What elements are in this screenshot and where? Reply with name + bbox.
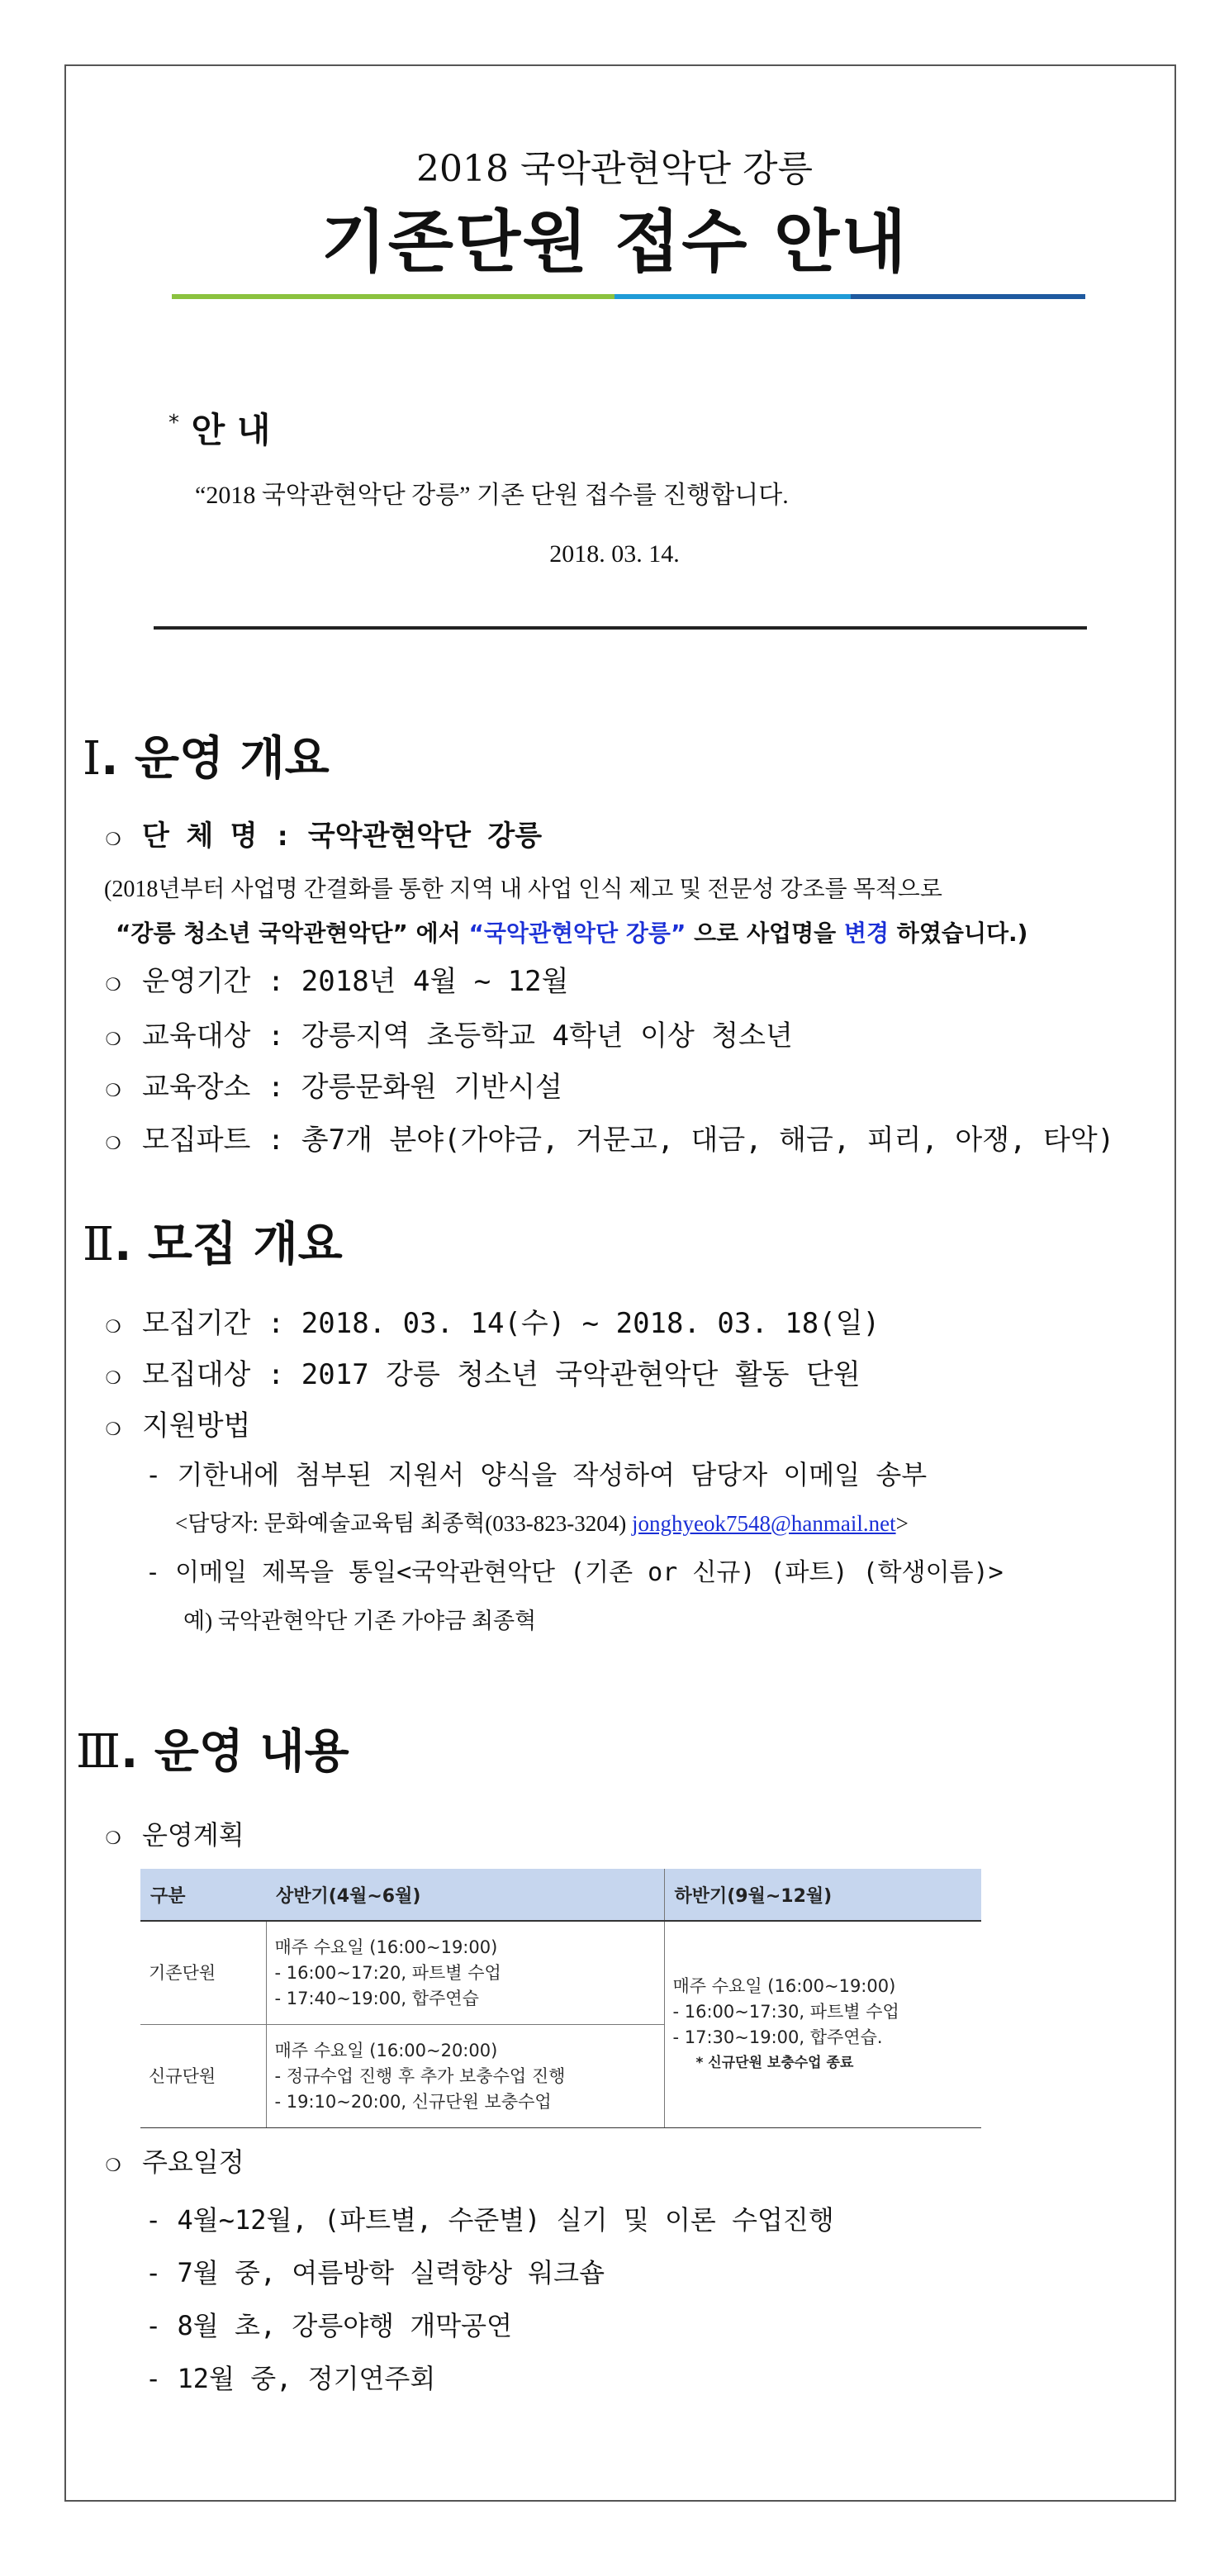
recruit-period-item xyxy=(106,1300,880,1341)
schedule-item-3: - 8월 초, 강릉야행 개막공연 xyxy=(145,2310,512,2341)
rule-segment-darkblue xyxy=(851,294,1085,299)
schedule-table xyxy=(140,1869,981,2128)
recruit-target-text: 모집대상 : 2017 강릉 청소년 국악관현악단 활동 단원 xyxy=(142,1358,861,1391)
recruit-parts-item xyxy=(106,1117,1114,1157)
notice-heading-text: 안 내 xyxy=(191,410,271,450)
table-header-category: 구분 xyxy=(140,1869,266,1921)
email-subject-example: 예) 국악관현악단 기존 가야금 최종혁 xyxy=(183,1609,537,1633)
section-1-number: Ⅰ xyxy=(83,732,102,786)
contact-line xyxy=(175,1505,909,1538)
table-row xyxy=(140,1921,981,2025)
section-2-title: . 모집 개요 xyxy=(114,1218,343,1271)
main-schedule-item xyxy=(106,2141,244,2179)
notice-heading xyxy=(168,403,270,453)
bullet-marker: ❍ xyxy=(106,1023,121,1052)
schedule-line: - 17:30~19:00, 합주연습. xyxy=(672,2027,883,2047)
new-member-note: * 신규단원 보충수업 종료 xyxy=(695,2054,854,2071)
rename-note-line1: (2018년부터 사업명 간결화를 통한 지역 내 사업 인식 제고 및 전문성 강조를 목적으로 xyxy=(104,877,942,902)
operation-period-text: 운영기간 : 2018년 4월 ~ 12월 xyxy=(142,965,569,998)
recruit-target-item xyxy=(106,1352,861,1392)
recruit-period-text: 모집기간 : 2018. 03. 14(수) ~ 2018. 03. 18(일) xyxy=(142,1307,880,1340)
notice-date: 2018. 03. 14. xyxy=(549,540,680,568)
operation-plan-text: 운영계획 xyxy=(142,1819,244,1851)
section-3-title: . 운영 내용 xyxy=(121,1725,349,1779)
old-name-text: “강릉 청소년 국악관현악단” 에서 xyxy=(116,920,469,947)
schedule-line: - 16:00~17:20, 파트별 수업 xyxy=(274,1962,501,1983)
apply-method-step1: - 기한내에 첨부된 지원서 양식을 작성하여 담당자 이메일 송부 xyxy=(145,1459,928,1490)
apply-method-item xyxy=(106,1403,250,1443)
contact-email-link[interactable]: jonghyeok7548@hanmail.net xyxy=(632,1511,896,1536)
table-header-second-half: 하반기(9월~12월) xyxy=(664,1869,981,1921)
schedule-item-2: - 7월 중, 여름방학 실력향상 워크숍 xyxy=(145,2257,605,2288)
new-members-label: 신규단원 xyxy=(140,2025,266,2128)
divider xyxy=(154,626,1087,630)
education-target-item xyxy=(106,1013,793,1053)
apply-method-step2: - 이메일 제목을 통일<국악관현악단 (기존 or 신규) (파트) (학생이름)> xyxy=(145,1558,1004,1587)
bullet-marker: ❍ xyxy=(106,1822,121,1851)
document-subtitle: 2018 국악관현악단 강릉 xyxy=(416,148,813,190)
recruit-parts-text: 모집파트 : 총7개 분야(가야금, 거문고, 대금, 해금, 피리, 아쟁, 타악) xyxy=(142,1124,1115,1157)
schedule-line: 매주 수요일 (16:00~19:00) xyxy=(274,1937,498,1957)
section-1-heading xyxy=(83,722,330,788)
schedule-line: 매주 수요일 (16:00~20:00) xyxy=(274,2040,498,2060)
new-members-schedule xyxy=(266,2025,664,2128)
schedule-line: - 19:10~20:00, 신규단원 보충수업 xyxy=(274,2091,552,2112)
table-header-first-half: 상반기(4월~6월) xyxy=(266,1869,664,1921)
bullet-marker: ❍ xyxy=(106,1413,121,1442)
changed-word: 변경 xyxy=(843,920,890,947)
rule-segment-lightblue xyxy=(614,294,851,299)
schedule-item-1: - 4월~12월, (파트별, 수준별) 실기 및 이론 수업진행 xyxy=(145,2204,834,2236)
rename-end-text: 하였습니다.) xyxy=(889,920,1028,947)
rename-mid-text: 으로 사업명을 xyxy=(686,920,844,947)
schedule-line: - 16:00~17:30, 파트별 수업 xyxy=(672,2001,899,2022)
contact-close: > xyxy=(895,1511,909,1536)
bullet-marker: ❍ xyxy=(106,2149,121,2178)
existing-members-label: 기존단원 xyxy=(140,1921,266,2025)
existing-members-schedule xyxy=(266,1921,664,2025)
education-place-text: 교육장소 : 강릉문화원 기반시설 xyxy=(142,1071,562,1104)
bullet-marker: ❍ xyxy=(106,823,121,852)
section-2-heading xyxy=(83,1208,343,1274)
education-place-item xyxy=(106,1064,562,1105)
document-title: 기존단원 접수 안내 xyxy=(320,203,909,282)
second-half-schedule xyxy=(664,1921,981,2128)
bullet-marker: ❍ xyxy=(106,1074,121,1103)
operation-period-item xyxy=(106,958,568,999)
notice-body: “2018 국악관현악단 강릉” 기존 단원 접수를 진행합니다. xyxy=(195,482,789,509)
bullet-marker: ❍ xyxy=(106,1310,121,1339)
operation-plan-item xyxy=(106,1814,244,1852)
schedule-item-4: - 12월 중, 정기연주회 xyxy=(145,2363,436,2394)
section-3-heading xyxy=(76,1715,349,1781)
section-3-number: Ⅲ xyxy=(76,1725,121,1779)
schedule-line: - 17:40~19:00, 합주연습 xyxy=(274,1988,479,2008)
new-name-text: “국악관현악단 강릉” xyxy=(468,920,686,947)
rename-note-line2 xyxy=(116,915,1027,948)
org-name-text: 단 체 명 : 국악관현악단 강릉 xyxy=(142,820,543,853)
table-header-row xyxy=(140,1869,981,1921)
apply-method-text: 지원방법 xyxy=(142,1409,251,1442)
bullet-marker: ❍ xyxy=(106,1127,121,1156)
schedule-line: - 정규수업 진행 후 추가 보충수업 진행 xyxy=(274,2065,566,2086)
asterisk-mark: * xyxy=(168,411,179,435)
org-name-item xyxy=(106,813,542,853)
schedule-line: 매주 수요일 (16:00~19:00) xyxy=(672,1975,896,1996)
section-1-title: . 운영 개요 xyxy=(101,732,330,786)
bullet-marker: ❍ xyxy=(106,1362,121,1390)
bullet-marker: ❍ xyxy=(106,968,121,997)
rule-segment-green xyxy=(172,294,614,299)
main-schedule-text: 주요일정 xyxy=(142,2146,244,2178)
education-target-text: 교육대상 : 강릉지역 초등학교 4학년 이상 청소년 xyxy=(142,1019,793,1053)
section-2-number: Ⅱ xyxy=(83,1218,115,1271)
contact-text: <담당자: 문화예술교육팀 최종혁(033-823-3204) xyxy=(175,1511,633,1536)
title-color-rule xyxy=(172,294,1085,299)
